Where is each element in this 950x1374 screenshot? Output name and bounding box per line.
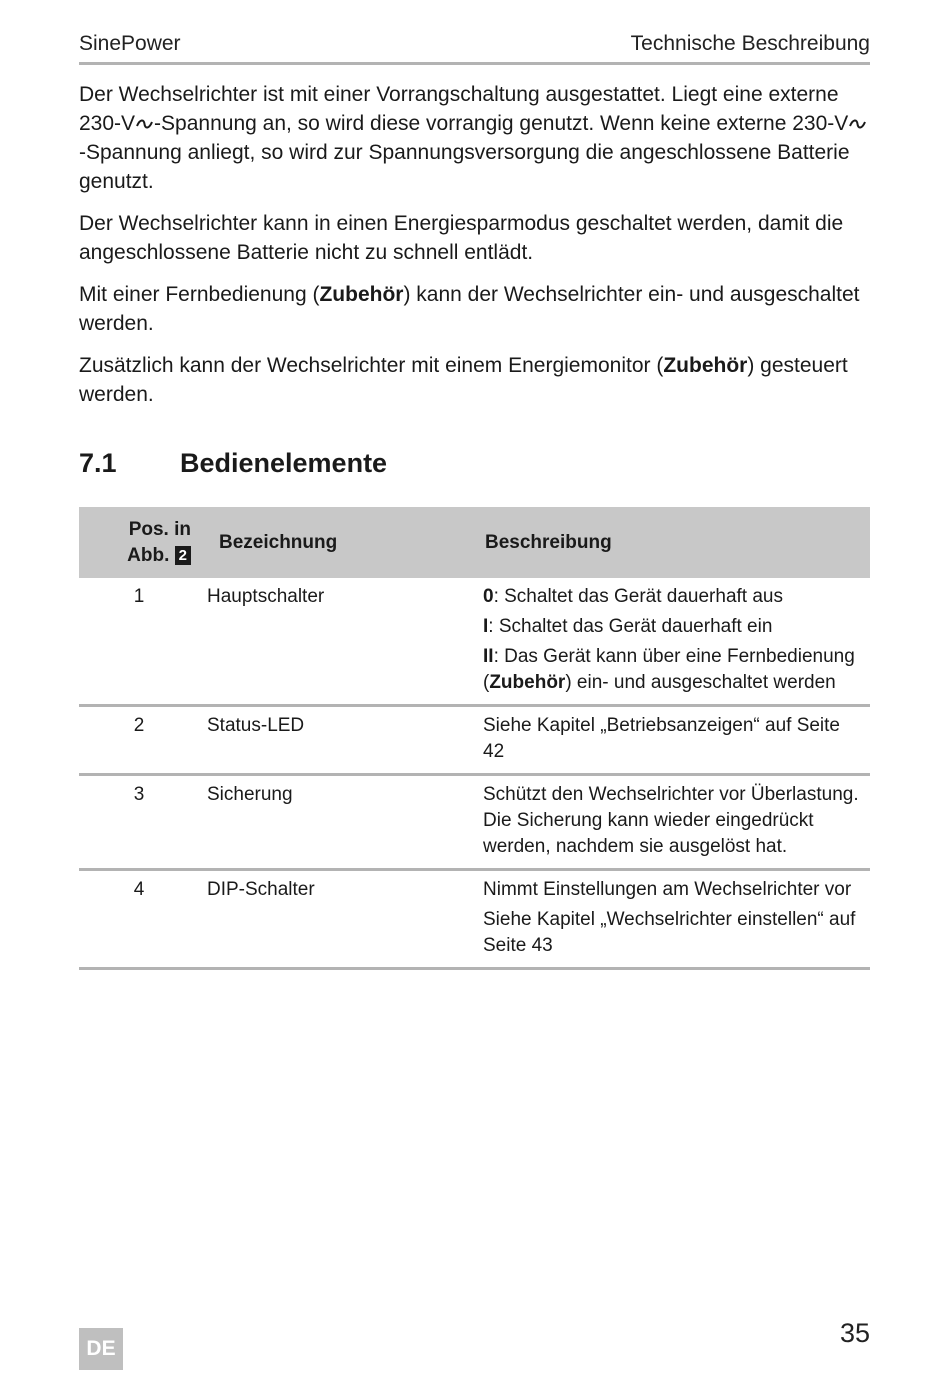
header-beschreibung: Beschreibung [465, 507, 870, 578]
row-description [465, 775, 870, 870]
paragraph-remote-control [79, 280, 874, 338]
desc-line: Schützt den Wechselrichter vor Überlastung. Die Sicherung kann wieder eingedrückt werden, nachdem sie ausgelöst hat. [483, 784, 859, 857]
p1-text-c: -Spannung anliegt, so wird zur Spannungsversorgung die angeschlossene Batterie genutzt. [79, 141, 850, 193]
header-position-line1: Pos. in [128, 518, 191, 540]
row-position: 2 [79, 706, 199, 775]
p1-text-a: Der Wechselrichter ist mit einer Vorrangschaltung ausgestattet. Liegt eine externe 230-V [79, 83, 839, 135]
controls-table [79, 507, 870, 970]
p4-text-b: ) gesteuert werden. [79, 354, 848, 406]
desc-line [483, 644, 866, 696]
header-position-line2: Abb. [127, 544, 170, 566]
section-number: 7.1 [79, 448, 117, 478]
desc-accessory: Zubehör [489, 672, 566, 693]
page-header [79, 30, 870, 65]
desc-line: Siehe Kapitel „Wechselrichter einstellen“ auf Seite 43 [483, 909, 856, 956]
switch-position-label: 0 [483, 586, 494, 607]
desc-text: : Schaltet das Gerät dauerhaft aus [493, 586, 783, 607]
table-row [79, 775, 870, 870]
p1-text-b: -Spannung an, so wird diese vorrangig genutzt. Wenn keine externe 230-V [154, 112, 849, 135]
language-tab: DE [79, 1328, 123, 1370]
row-name: DIP-Schalter [199, 870, 465, 969]
paragraph-priority-circuit [79, 80, 874, 196]
page-number: 35 [839, 1318, 870, 1348]
header-bezeichnung: Bezeichnung [199, 507, 465, 578]
desc-line: Nimmt Einstellungen am Wechselrichter vor [483, 879, 852, 900]
row-description [465, 870, 870, 969]
figure-ref-badge: 2 [175, 546, 191, 565]
row-position: 1 [79, 578, 199, 706]
header-product-name: SinePower [79, 32, 181, 55]
desc-line [483, 584, 866, 610]
p3-text-b: ) kann der Wechselrichter ein- und ausgeschaltet werden. [79, 283, 860, 335]
desc-line [483, 614, 866, 640]
switch-position-label: I [483, 616, 489, 637]
switch-position-label: II [483, 646, 494, 667]
row-name: Hauptschalter [199, 578, 465, 706]
p3-accessory: Zubehör [319, 283, 404, 306]
table-row [79, 870, 870, 969]
desc-text: ) ein- und ausgeschaltet werden [565, 672, 836, 693]
intro-text [79, 80, 874, 422]
row-name: Sicherung [199, 775, 465, 870]
table-row [79, 706, 870, 775]
row-name: Status-LED [199, 706, 465, 775]
ac-tilde-icon [136, 118, 153, 130]
table-row [79, 578, 870, 706]
section-title: Bedienelemente [180, 448, 388, 478]
row-description [465, 706, 870, 775]
p4-accessory: Zubehör [663, 354, 748, 377]
paragraph-energy-saving: Der Wechselrichter kann in einen Energiesparmodus geschaltet werden, damit die angeschlossene Batterie nicht zu schnell entlädt. [79, 212, 844, 264]
row-position: 3 [79, 775, 199, 870]
ac-tilde-icon [849, 118, 866, 130]
desc-text: : Das Gerät kann über eine Fernbedienung ( [483, 646, 855, 693]
p3-text-a: Mit einer Fernbedienung ( [79, 283, 320, 306]
row-position: 4 [79, 870, 199, 969]
desc-line: Siehe Kapitel „Betriebsanzeigen“ auf Seite 42 [483, 715, 841, 762]
header-position [79, 507, 199, 578]
desc-text: : Schaltet das Gerät dauerhaft ein [488, 616, 773, 637]
table-header-row [79, 507, 870, 578]
header-chapter-title: Technische Beschreibung [630, 32, 870, 55]
paragraph-energy-monitor [79, 351, 874, 409]
row-description [465, 578, 870, 706]
p4-text-a: Zusätzlich kann der Wechselrichter mit einem Energiemonitor ( [79, 354, 664, 377]
